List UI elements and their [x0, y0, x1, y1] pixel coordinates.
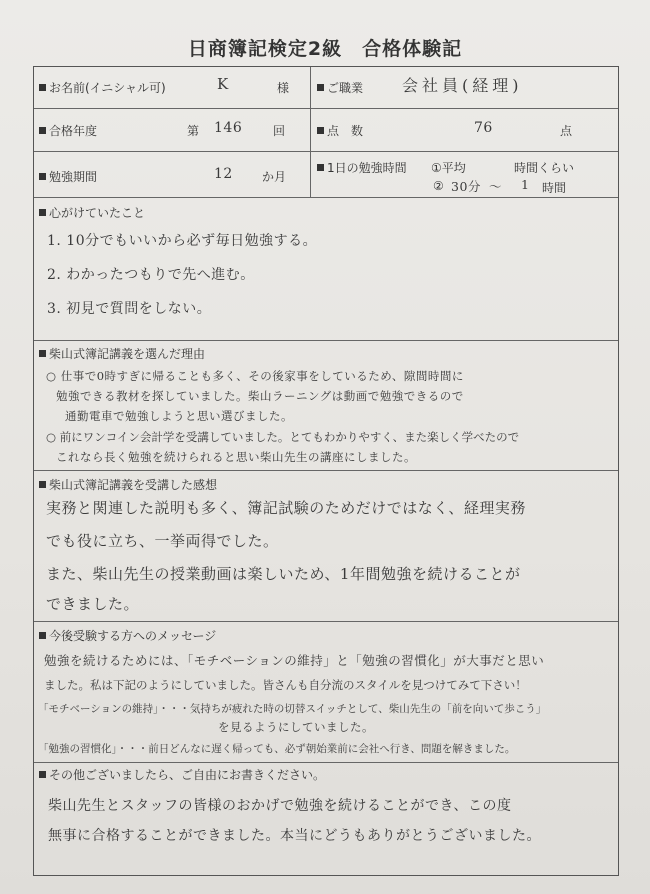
occupation-label-text: ご職業 — [327, 81, 364, 95]
message-line: ました。私は下記のようにしていました。皆さんも自分流のスタイルを見つけてみて下さい！ — [44, 678, 527, 692]
daily-hours: 時間 — [542, 181, 567, 195]
year-value: 146 — [214, 120, 243, 136]
year-label — [39, 122, 97, 139]
section-message-label — [39, 627, 216, 644]
other-line: 無事に合格することができました。本当にどうもありがとうございました。 — [48, 828, 541, 844]
row-divider — [34, 151, 618, 152]
name-label-text: お名前(イニシャル可) — [49, 81, 166, 95]
daily-label — [317, 159, 407, 176]
impression-line: また、柴山先生の授業動画は楽しいため、1年間勉強を続けることが — [46, 565, 521, 583]
bullet-square-icon — [317, 164, 324, 171]
bullet-square-icon — [39, 481, 46, 488]
row-divider — [34, 762, 618, 763]
message-line: 勉強を続けるためには、「モチベーションの維持」と「勉強の習慣化」が大事だと思い — [44, 653, 545, 668]
section-impression-label-text: 柴山式簿記講義を受講した感想 — [49, 478, 218, 492]
row-divider — [34, 108, 618, 109]
score-suffix: 点 — [560, 124, 573, 138]
form-table — [33, 66, 619, 876]
period-value: 12 — [214, 166, 233, 182]
name-suffix: 様 — [277, 81, 290, 95]
year-prefix: 第 — [187, 124, 200, 138]
period-label-text: 勉強期間 — [49, 170, 98, 184]
reason-line: 勉強できる教材を探していました。柴山ラーニングは動画で勉強できるので — [56, 389, 464, 403]
bullet-square-icon — [39, 173, 46, 180]
bullet-square-icon — [39, 209, 46, 216]
section-mindful-label — [39, 204, 145, 221]
section-mindful-label-text: 心がけていたこと — [49, 206, 146, 220]
score-label — [317, 122, 363, 139]
bullet-square-icon — [317, 84, 324, 91]
daily-about: 時間くらい — [514, 161, 575, 175]
message-line: を見るようにしていました。 — [218, 720, 374, 734]
section-other-label-text: その他ございましたら、ご自由にお書きください。 — [49, 768, 326, 782]
bullet-square-icon — [39, 632, 46, 639]
score-value: 76 — [474, 120, 493, 136]
period-suffix: か月 — [262, 170, 287, 184]
daily-option-2: ② — [433, 179, 444, 193]
bullet-square-icon — [39, 84, 46, 91]
period-label — [39, 168, 97, 185]
reason-line: ○ 仕事で0時すぎに帰ることも多く、その後家事をしているため、隙間時間に — [46, 369, 464, 383]
mindful-line: 3. 初見で質問をしない。 — [47, 301, 212, 317]
daily-label-text: 1日の勉強時間 — [327, 161, 407, 175]
name-value: K — [217, 75, 229, 93]
mindful-line: 2. わかったつもりで先へ進む。 — [47, 267, 255, 283]
occupation-label — [317, 79, 363, 96]
row-divider — [34, 470, 618, 471]
impression-line: 実務と関連した説明も多く、簿記試験のためだけではなく、経理実務 — [46, 499, 526, 517]
section-other-label — [39, 766, 325, 783]
daily-range-from: 30分 — [451, 179, 481, 194]
occupation-value: 会社員(経理) — [402, 76, 523, 95]
section-reason-label-text: 柴山式簿記講義を選んだ理由 — [49, 347, 206, 361]
daily-range-to: 1 — [521, 177, 530, 192]
name-label — [39, 79, 166, 96]
score-label-text: 点 数 — [327, 124, 364, 138]
reason-line: 通勤電車で勉強しようと思い選びました。 — [65, 409, 293, 423]
year-label-text: 合格年度 — [49, 124, 98, 138]
form-title: 日商簿記検定2級 合格体験記 — [187, 38, 463, 60]
section-reason-label — [39, 345, 205, 362]
other-line: 柴山先生とスタッフの皆様のおかげで勉強を続けることができ、この度 — [48, 798, 512, 814]
year-suffix: 回 — [273, 124, 286, 138]
row-divider — [34, 621, 618, 622]
impression-line: でも役に立ち、一挙両得でした。 — [46, 532, 279, 550]
mindful-line: 1. 10分でもいいから必ず毎日勉強する。 — [47, 233, 318, 249]
bullet-square-icon — [39, 350, 46, 357]
daily-average: ①平均 — [431, 161, 466, 175]
row-divider — [34, 340, 618, 341]
column-divider — [310, 67, 311, 197]
row-divider — [34, 197, 618, 198]
reason-line: ○ 前にワンコイン会計学を受講していました。とてもわかりやすく、また楽しく学べたので — [46, 430, 520, 444]
bullet-square-icon — [39, 771, 46, 778]
daily-range-sep: 〜 — [489, 179, 503, 194]
bullet-square-icon — [317, 127, 324, 134]
bullet-square-icon — [39, 127, 46, 134]
section-message-label-text: 今後受験する方へのメッセージ — [49, 629, 217, 643]
message-line: 「勉強の習慣化」・・・前日どんなに遅く帰っても、必ず朝始業前に会社へ行き、問題を解きました。 — [38, 743, 516, 755]
impression-line: できました。 — [46, 595, 140, 613]
reason-line: これなら長く勉強を続けられると思い柴山先生の講座にしました。 — [56, 450, 416, 464]
section-impression-label — [39, 476, 217, 493]
message-line: 「モチベーションの維持」・・・気持ちが疲れた時の切替スイッチとして、柴山先生の「前を向いて歩こう」 — [38, 703, 547, 715]
